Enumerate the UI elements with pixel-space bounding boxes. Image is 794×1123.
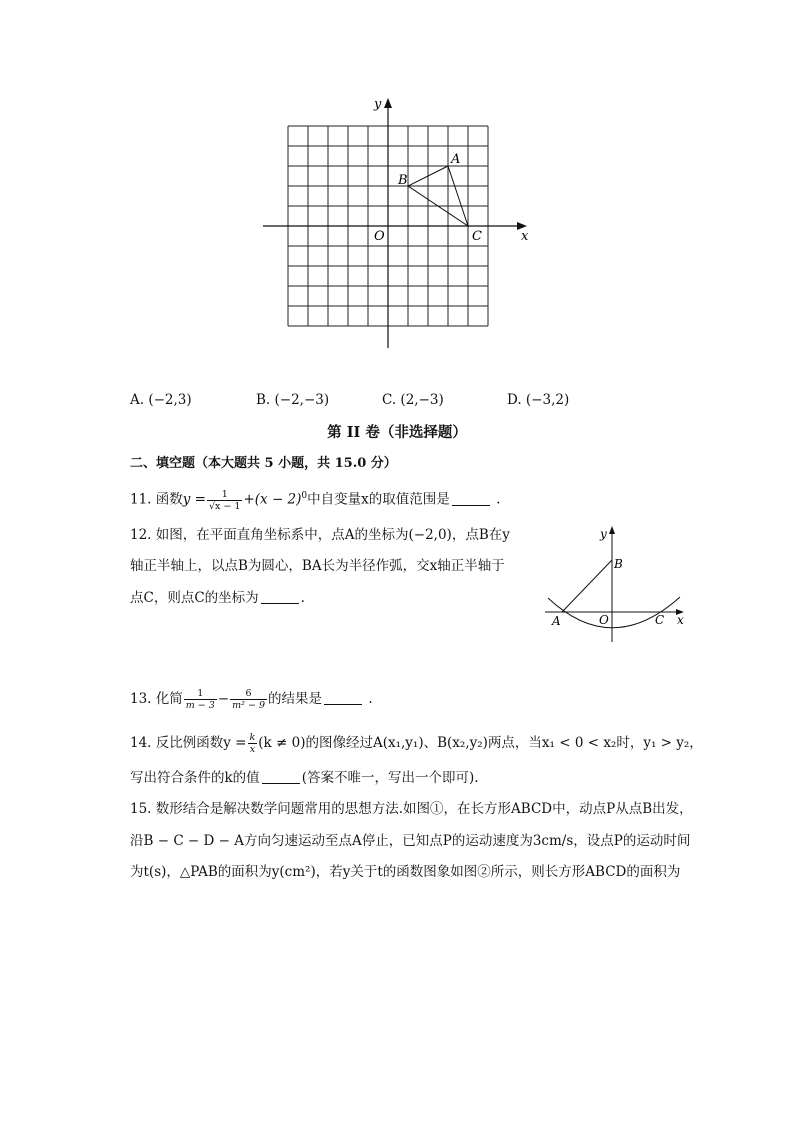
y-axis-arrow [384, 98, 392, 108]
option-c: C. (2,−3) [382, 392, 444, 408]
point-b-label: B [614, 557, 623, 571]
y-axis-label: y [374, 97, 382, 112]
triangle-abc [408, 166, 468, 226]
question-12-line1: 12. 如图，在平面直角坐标系中，点A的坐标为(−2,0)，点B在y [130, 527, 510, 543]
grid-figure [255, 92, 545, 354]
point-a-label: A [552, 614, 561, 628]
y-axis-label: y [600, 527, 607, 541]
answer-blank-13 [324, 690, 362, 705]
section2-title: 二、填空题（本大题共 5 小题，共 15.0 分） [130, 456, 397, 471]
y-axis-arrow [609, 526, 615, 534]
question-15-line1: 15. 数形结合是解决数学问题常用的思想方法.如图①，在长方形ABCD中，动点P从点B出发， [130, 801, 693, 817]
question-12-line2: 轴正半轴上，以点B为圆心，BA长为半径作弧，交x轴正半轴于 [130, 558, 505, 574]
question-14-line2: 写出符合条件的k的值 (答案不唯一，写出一个即可). [130, 770, 479, 786]
option-a: A. (−2,3) [130, 392, 192, 408]
answer-blank-11 [452, 491, 490, 506]
x-axis-label: x [677, 613, 684, 627]
origin-label: O [374, 229, 385, 244]
question-15-line2: 沿B − C − D − A方向匀速运动至点A停止，已知点P的运动速度为3cm/s，设点P的运动时间 [130, 833, 691, 849]
q14-fraction: $\frac{k}{x}$ [249, 732, 256, 755]
point-a-label: A [451, 152, 461, 167]
question-14-line1: 14. 反比例函数y = $\frac{k}{x}$ (k ≠ 0)的图像经过A(x₁,y₁)、B(x₂,y₂)两点，当x₁ < 0 < x₂时，y₁ > y₂， [130, 732, 703, 755]
point-c-label: C [472, 229, 482, 244]
segment-ba [562, 560, 612, 612]
question-13: 13. 化简 $\frac{1}{m - 3}$ − $\frac{6}{\text{m² − 9}}$ 的结果是 . [130, 688, 373, 711]
part2-title: 第 II 卷（非选择题） [327, 424, 467, 441]
arc-figure [540, 520, 700, 645]
x-axis-label: x [521, 229, 529, 244]
question-15-line3: 为t(s)，△PAB的面积为y(cm²)，若y关于t的函数图象如图②所示，则长方形ABCD的面积为 [130, 864, 681, 880]
q13-fraction-2: $\frac{6}{\text{m² − 9}}$ [232, 688, 266, 711]
q11-fraction: $\frac{1}{√x - 1}$ [209, 488, 241, 512]
answer-blank-14 [262, 769, 300, 784]
answer-blank-12 [261, 589, 299, 604]
option-d: D. (−3,2) [507, 392, 570, 408]
origin-label: O [599, 613, 609, 627]
q13-fraction-1: $\frac{1}{m - 3}$ [185, 688, 215, 711]
point-b-label: B [398, 173, 408, 188]
option-b: B. (−2,−3) [256, 392, 330, 408]
question-12-line3: 点C，则点C的坐标为 . [130, 590, 305, 606]
point-c-label: C [655, 613, 665, 627]
question-11: 11. 函数y = $\frac{1}{√x - 1}$ $+(x - 2)^0$中自变量x的取值范围是 . [130, 488, 501, 512]
